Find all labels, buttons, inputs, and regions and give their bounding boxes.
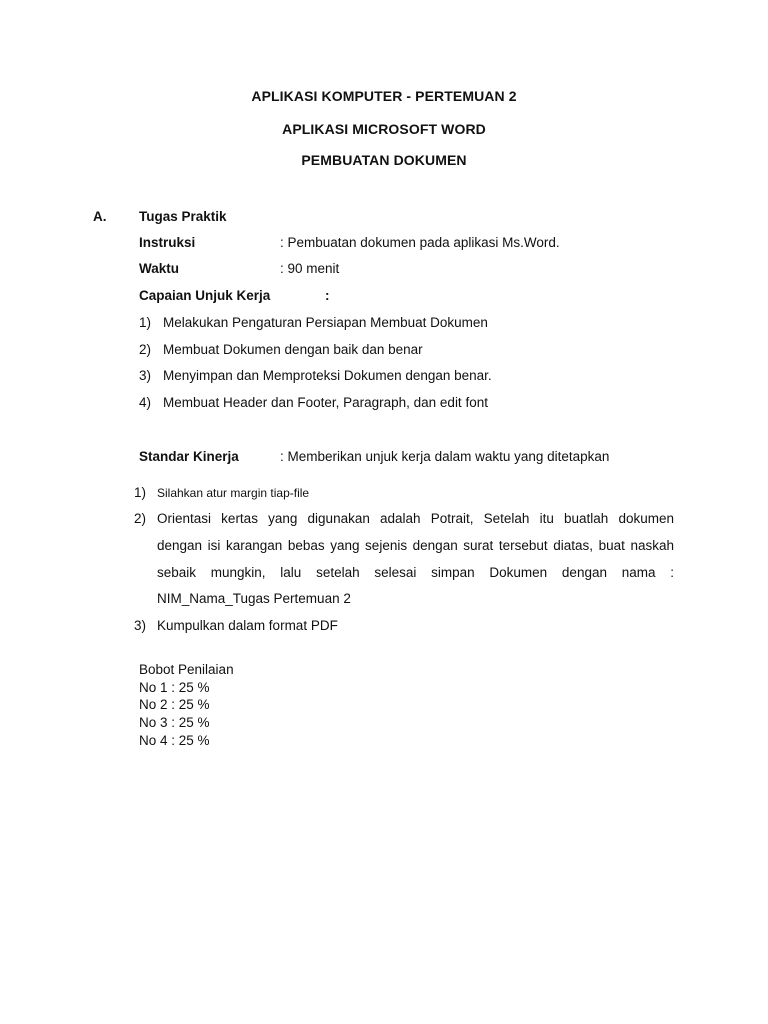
- section-letter: A.: [93, 209, 107, 224]
- instruksi-value: : Pembuatan dokumen pada aplikasi Ms.Word.: [280, 235, 560, 250]
- task-text: NIM_Nama_Tugas Pertemuan 2: [157, 591, 351, 606]
- section-title: Tugas Praktik: [139, 209, 227, 224]
- capaian-colon: :: [325, 288, 330, 303]
- capaian-item-text: Melakukan Pengaturan Persiapan Membuat Dokumen: [163, 315, 488, 330]
- capaian-label: Capaian Unjuk Kerja: [139, 288, 271, 303]
- bobot-item: No 3 : 25 %: [139, 715, 210, 730]
- waktu-label: Waktu: [139, 261, 179, 276]
- doc-title-line-3: PEMBUATAN DOKUMEN: [301, 152, 467, 168]
- capaian-item-text: Membuat Dokumen dengan baik dan benar: [163, 342, 423, 357]
- doc-title-line-2: APLIKASI MICROSOFT WORD: [282, 121, 486, 137]
- task-number: 2): [134, 511, 147, 526]
- task-text: Kumpulkan dalam format PDF: [157, 618, 338, 633]
- task-text: sebaik mungkin, lalu setelah selesai simpan Dokumen dengan nama :: [157, 565, 674, 580]
- bobot-title: Bobot Penilaian: [139, 662, 234, 677]
- standar-value: : Memberikan unjuk kerja dalam waktu yang ditetapkan: [280, 449, 610, 464]
- task-text: Orientasi kertas yang digunakan adalah Potrait, Setelah itu buatlah dokumen: [157, 511, 674, 526]
- task-number: 3): [134, 618, 147, 633]
- capaian-item-number: 4): [139, 395, 152, 410]
- capaian-item-number: 2): [139, 342, 152, 357]
- doc-title-line-1: APLIKASI KOMPUTER - PERTEMUAN 2: [251, 88, 517, 104]
- task-text: Silahkan atur margin tiap-file: [157, 486, 310, 500]
- standar-label: Standar Kinerja: [139, 449, 239, 464]
- bobot-item: No 1 : 25 %: [139, 680, 210, 695]
- task-number: 1): [134, 485, 147, 500]
- instruksi-label: Instruksi: [139, 235, 196, 250]
- capaian-item-number: 1): [139, 315, 152, 330]
- bobot-item: No 4 : 25 %: [139, 733, 210, 748]
- capaian-item-text: Membuat Header dan Footer, Paragraph, dan edit font: [163, 395, 488, 410]
- waktu-value: : 90 menit: [280, 261, 340, 276]
- capaian-item-number: 3): [139, 368, 152, 383]
- task-text: dengan isi karangan bebas yang sejenis dengan surat tersebut diatas, buat naskah: [157, 538, 674, 553]
- bobot-item: No 2 : 25 %: [139, 697, 210, 712]
- capaian-item-text: Menyimpan dan Memproteksi Dokumen dengan benar.: [163, 368, 492, 383]
